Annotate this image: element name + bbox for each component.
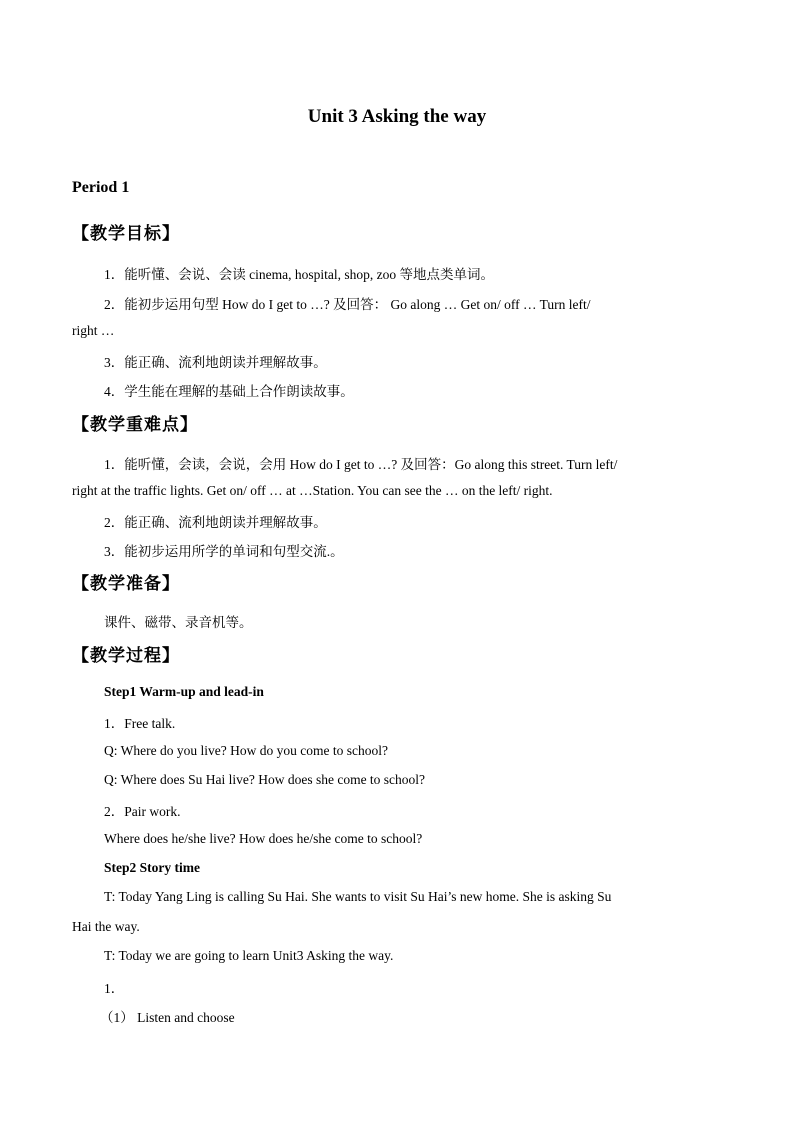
preparation-line: 课件、磁带、录音机等。 — [104, 615, 253, 630]
key-point-line: 3．能初步运用所学的单词和句型交流.。 — [104, 544, 344, 559]
key-point-line: 2．能正确、流利地朗读并理解故事。 — [104, 515, 327, 530]
section-heading-objectives: 【教学目标】 — [72, 224, 180, 244]
process-line: T: Today Yang Ling is calling Su Hai. She wants to visit Su Hai’s new home. She is asking Su — [104, 889, 612, 904]
document-title: Unit 3 Asking the way — [307, 106, 487, 127]
step-heading: Step1 Warm-up and lead-in — [104, 684, 264, 699]
process-line: Hai the way. — [72, 919, 140, 934]
period-label: Period 1 — [72, 179, 130, 196]
key-point-line: 1．能听懂，会读，会说，会用 How do I get to …? 及回答：Go along this street. Turn left/ — [104, 457, 618, 472]
process-line: Q: Where do you live? How do you come to school? — [104, 743, 388, 758]
section-heading-process: 【教学过程】 — [72, 646, 180, 666]
process-line: Q: Where does Su Hai live? How does she come to school? — [104, 772, 426, 787]
objective-line: 2．能初步运用句型 How do I get to …? 及回答： Go along … Get on/ off … Turn left/ — [104, 297, 591, 312]
key-point-line: right at the traffic lights. Get on/ off … at …Station. You can see the … on the left/ right. — [72, 483, 553, 498]
objective-line: 1．能听懂、会说、会读 cinema, hospital, shop, zoo 等地点类单词。 — [104, 267, 494, 282]
process-line: 2．Pair work. — [104, 804, 181, 819]
objective-line: right … — [72, 323, 115, 338]
process-line: 1． — [104, 981, 125, 996]
objective-line: 3．能正确、流利地朗读并理解故事。 — [104, 355, 327, 370]
objective-line: 4．学生能在理解的基础上合作朗读故事。 — [104, 384, 354, 399]
process-line: （1） Listen and choose — [100, 1010, 235, 1025]
step-heading: Step2 Story time — [104, 860, 200, 875]
process-line: 1．Free talk. — [104, 716, 176, 731]
process-line: Where does he/she live? How does he/she come to school? — [104, 831, 423, 846]
process-line: T: Today we are going to learn Unit3 Asking the way. — [104, 948, 394, 963]
section-heading-preparation: 【教学准备】 — [72, 574, 180, 594]
section-heading-key-points: 【教学重难点】 — [72, 415, 198, 435]
